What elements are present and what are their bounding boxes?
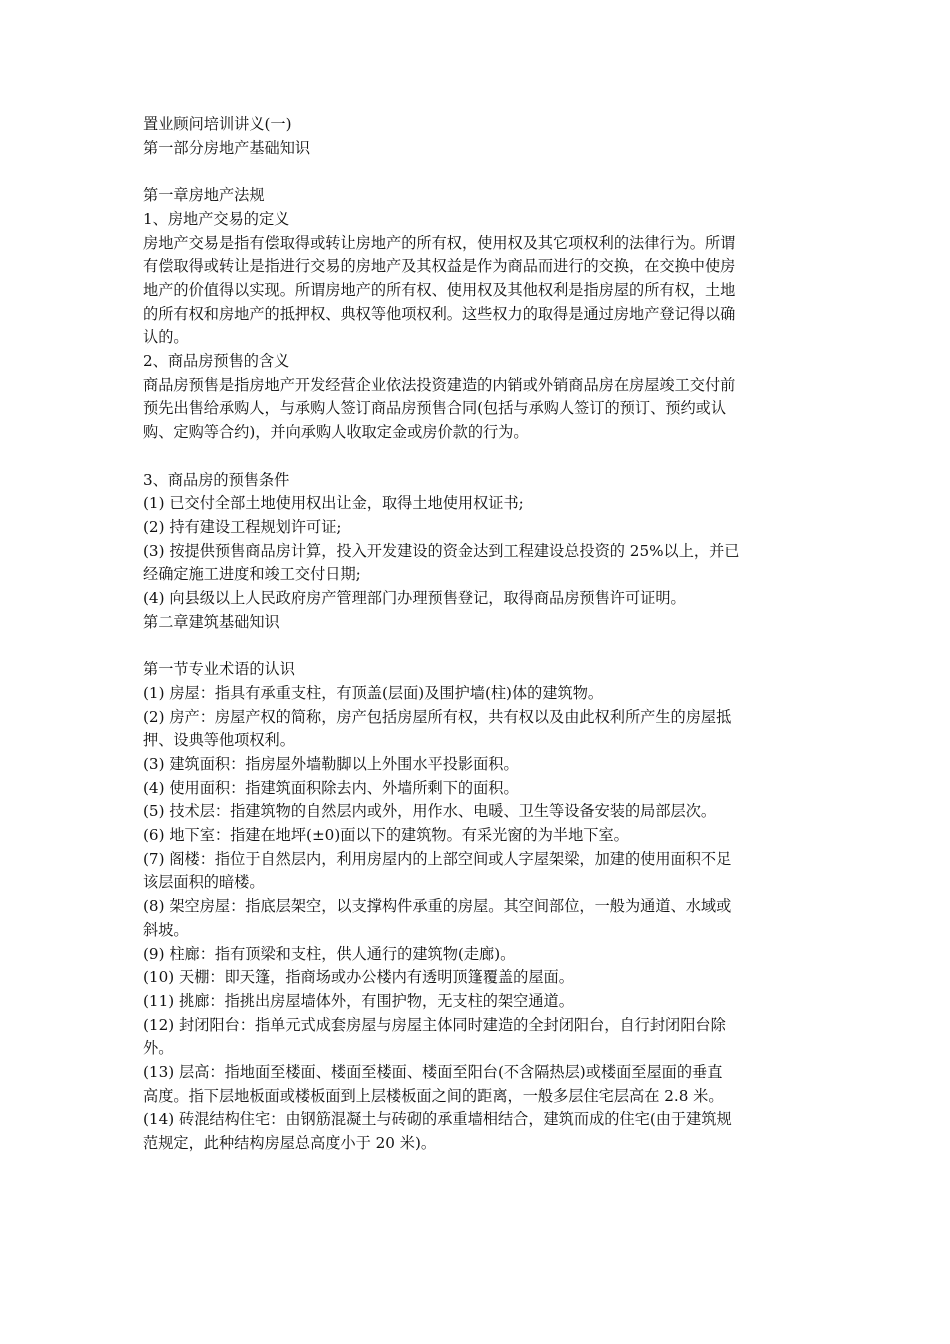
text-line: (1) 已交付全部土地使用权出让金，取得土地使用权证书;	[143, 494, 524, 513]
text-line: (14) 砖混结构住宅：由钢筋混凝土与砖砌的承重墙相结合，建筑而成的住宅(由于建筑规	[143, 1110, 732, 1129]
text-line: (9) 柱廊：指有顶梁和支柱，供人通行的建筑物(走廊)。	[143, 944, 516, 963]
text-line: 外。	[143, 1039, 174, 1058]
text-line: 第一章房地产法规	[143, 186, 265, 205]
text-line: 第一节专业术语的认识	[143, 660, 295, 679]
text-line: (2) 持有建设工程规划许可证;	[143, 517, 342, 536]
blank-line	[143, 634, 813, 658]
text-line: 商品房预售是指房地产开发经营企业依法投资建造的内销或外销商品房在房屋竣工交付前	[143, 375, 736, 394]
text-line: (2) 房产：房屋产权的简称，房产包括房屋所有权，共有权以及由此权利所产生的房屋抵	[143, 707, 732, 726]
text-line: 购、定购等合约)，并向承购人收取定金或房价款的行为。	[143, 423, 529, 442]
text-line: 有偿取得或转让是指进行交易的房地产及其权益是作为商品而进行的交换，在交换中使房	[143, 257, 736, 276]
text-line: 房地产交易是指有偿取得或转让房地产的所有权，使用权及其它项权利的法律行为。所谓	[143, 233, 736, 252]
text-line: 高度。指下层地板面或楼板面到上层楼板面之间的距离，一般多层住宅层高在 2.8 米。	[143, 1086, 724, 1105]
text-line: (6) 地下室：指建在地坪(±0)面以下的建筑物。有采光窗的为半地下室。	[143, 826, 629, 845]
text-line: 斜坡。	[143, 920, 189, 939]
text-line: 第二章建筑基础知识	[143, 612, 280, 631]
document-body	[143, 113, 813, 1156]
blank-line	[143, 160, 813, 184]
text-line: (10) 天棚：即天篷，指商场或办公楼内有透明顶篷覆盖的屋面。	[143, 968, 574, 987]
text-line: (7) 阁楼：指位于自然层内，利用房屋内的上部空间或人字屋架梁，加建的使用面积不足	[143, 849, 732, 868]
text-line: 2、商品房预售的含义	[143, 352, 290, 371]
text-line: 押、设典等他项权利。	[143, 731, 295, 750]
text-line: 地产的价值得以实现。所谓房地产的所有权、使用权及其他权利是指房屋的所有权，土地	[143, 280, 736, 299]
text-line: (4) 使用面积：指建筑面积除去内、外墙所剩下的面积。	[143, 778, 519, 797]
text-line: 预先出售给承购人，与承购人签订商品房预售合同(包括与承购人签订的预订、预约或认	[143, 399, 727, 418]
text-line: 的所有权和房地产的抵押权、典权等他项权利。这些权力的取得是通过房地产登记得以确	[143, 304, 736, 323]
text-line: (4) 向县级以上人民政府房产管理部门办理预售登记，取得商品房预售许可证明。	[143, 589, 686, 608]
text-line: (11) 挑廊：指挑出房屋墙体外，有围护物，无支柱的架空通道。	[143, 991, 574, 1010]
text-line: (12) 封闭阳台：指单元式成套房屋与房屋主体同时建造的全封闭阳台，自行封闭阳台除	[143, 1015, 726, 1034]
blank-line	[143, 445, 813, 469]
text-line: (3) 建筑面积：指房屋外墙勒脚以上外围水平投影面积。	[143, 754, 519, 773]
text-line: (3) 按提供预售商品房计算，投入开发建设的资金达到工程建设总投资的 25%以上，并已	[143, 541, 740, 560]
text-line: 经确定施工进度和竣工交付日期;	[143, 565, 361, 584]
text-line: 该层面积的暗楼。	[143, 873, 265, 892]
text-line: (13) 层高：指地面至楼面、楼面至楼面、楼面至阳台(不含隔热层)或楼面至屋面的垂直	[143, 1063, 723, 1082]
text-line: 第一部分房地产基础知识	[143, 138, 311, 157]
text-line: 1、房地产交易的定义	[143, 209, 290, 228]
text-line: (8) 架空房屋：指底层架空，以支撑构件承重的房屋。其空间部位，一般为通道、水域或	[143, 897, 732, 916]
text-line: 范规定，此种结构房屋总高度小于 20 米)。	[143, 1134, 437, 1153]
text-line: (5) 技术层：指建筑物的自然层内或外，用作水、电暖、卫生等设备安装的局部层次。	[143, 802, 717, 821]
text-line: 3、商品房的预售条件	[143, 470, 290, 489]
text-line: 置业顾问培训讲义(一)	[143, 115, 292, 133]
text-line: (1) 房屋：指具有承重支柱，有顶盖(层面)及围护墙(柱)体的建筑物。	[143, 683, 604, 702]
text-line: 认的。	[143, 328, 189, 347]
